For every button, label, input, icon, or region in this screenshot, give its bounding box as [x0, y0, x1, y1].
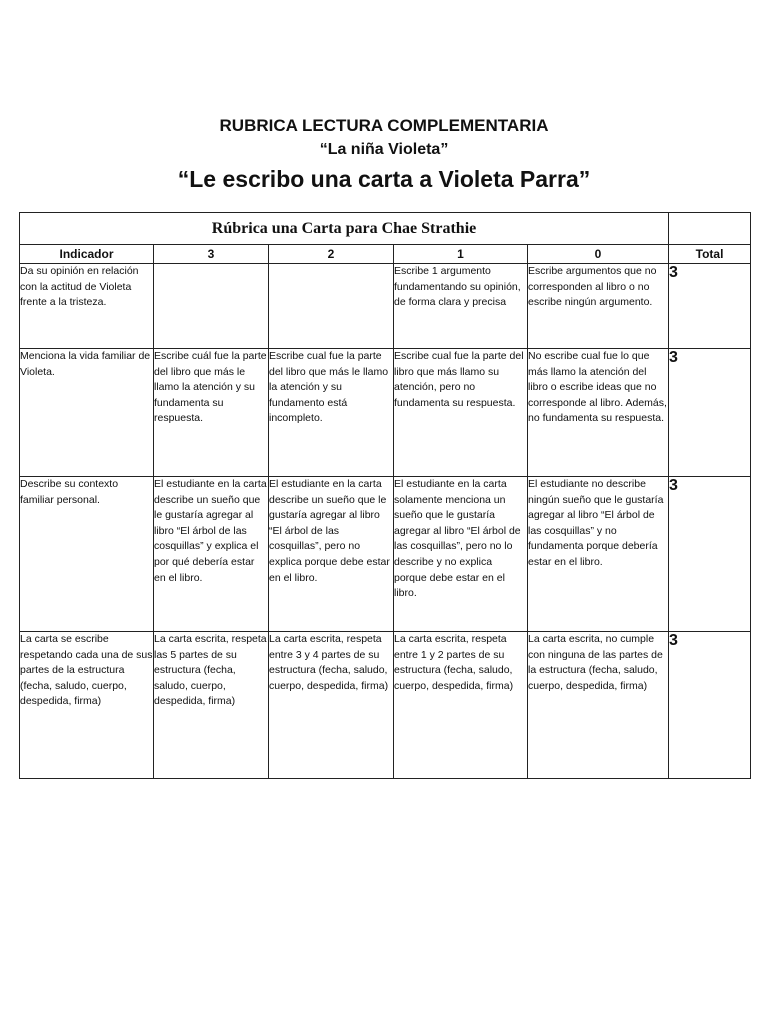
score-2-cell: La carta escrita, respeta entre 3 y 4 partes de su estructura (fecha, saludo, cuerpo, despedida, firma)	[269, 632, 394, 779]
score-1-cell: La carta escrita, respeta entre 1 y 2 partes de su estructura (fecha, saludo, cuerpo, despedida, firma)	[394, 632, 528, 779]
score-3-cell: La carta escrita, respeta las 5 partes de su estructura (fecha, saludo, cuerpo, despedida, firma)	[154, 632, 269, 779]
score-2-cell	[269, 264, 394, 349]
score-0-cell: No escribe cual fue lo que más llamo la atención del libro o escribe ideas que no corresponde al libro. Además, no fundamenta su respuesta.	[528, 349, 669, 477]
score-0-cell: El estudiante no describe ningún sueño que le gustaría agregar al libro “El árbol de las cosquillas” y no fundamenta porque debería estar en el libro.	[528, 477, 669, 632]
rubric-table	[19, 212, 751, 779]
rubric-body	[20, 264, 751, 779]
table-row	[20, 632, 751, 779]
book-title: “La niña Violeta”	[319, 141, 449, 158]
score-0-cell: La carta escrita, no cumple con ninguna de las partes de la estructura (fecha, saludo, cuerpo, despedida, firma)	[528, 632, 669, 779]
header-score-2: 2	[269, 245, 394, 264]
activity-title: “Le escribo una carta a Violeta Parra”	[177, 166, 591, 192]
score-3-cell: Escribe cuál fue la parte del libro que más le llamo la atención y su fundamenta su respuesta.	[154, 349, 269, 477]
table-row	[20, 349, 751, 477]
score-3-cell	[154, 264, 269, 349]
header-total: Total	[669, 245, 751, 264]
score-1-cell: El estudiante en la carta solamente menciona un sueño que le gustaría agregar al libro “El árbol de las cosquillas”, pero no lo describe y no explica porque debe estar en el libro.	[394, 477, 528, 632]
total-cell: 3	[669, 632, 751, 779]
header-score-3: 3	[154, 245, 269, 264]
header-score-0: 0	[528, 245, 669, 264]
header-score-1: 1	[394, 245, 528, 264]
table-row	[20, 477, 751, 632]
indicator-cell: Describe su contexto familiar personal.	[20, 477, 154, 632]
table-row	[20, 264, 751, 349]
total-cell: 3	[669, 349, 751, 477]
header-indicador: Indicador	[20, 245, 154, 264]
total-cell: 3	[669, 477, 751, 632]
rubric-title-empty-cell	[669, 213, 751, 245]
score-2-cell: Escribe cual fue la parte del libro que más le llamo la atención y su fundamento está incompleto.	[269, 349, 394, 477]
rubric-title: Rúbrica una Carta para Chae Strathie	[20, 213, 669, 245]
score-3-cell: El estudiante en la carta describe un sueño que le gustaría agregar al libro “El árbol de las cosquillas” y explica el por qué debería estar en el libro.	[154, 477, 269, 632]
indicator-cell: Da su opinión en relación con la actitud de Violeta frente a la tristeza.	[20, 264, 154, 349]
indicator-cell: Menciona la vida familiar de Violeta.	[20, 349, 154, 477]
score-2-cell: El estudiante en la carta describe un sueño que le gustaría agregar al libro “El árbol de las cosquillas”, pero no explica porque debe estar en el libro.	[269, 477, 394, 632]
score-0-cell: Escribe argumentos que no corresponden al libro o no escribe ningún argumento.	[528, 264, 669, 349]
document-title: RUBRICA LECTURA COMPLEMENTARIA	[219, 116, 549, 135]
indicator-cell: La carta se escribe respetando cada una de sus partes de la estructura (fecha, saludo, cuerpo, despedida, firma)	[20, 632, 154, 779]
score-1-cell: Escribe cual fue la parte del libro que más llamo su atención, pero no fundamenta su respuesta.	[394, 349, 528, 477]
score-1-cell: Escribe 1 argumento fundamentando su opinión, de forma clara y precisa	[394, 264, 528, 349]
total-cell: 3	[669, 264, 751, 349]
